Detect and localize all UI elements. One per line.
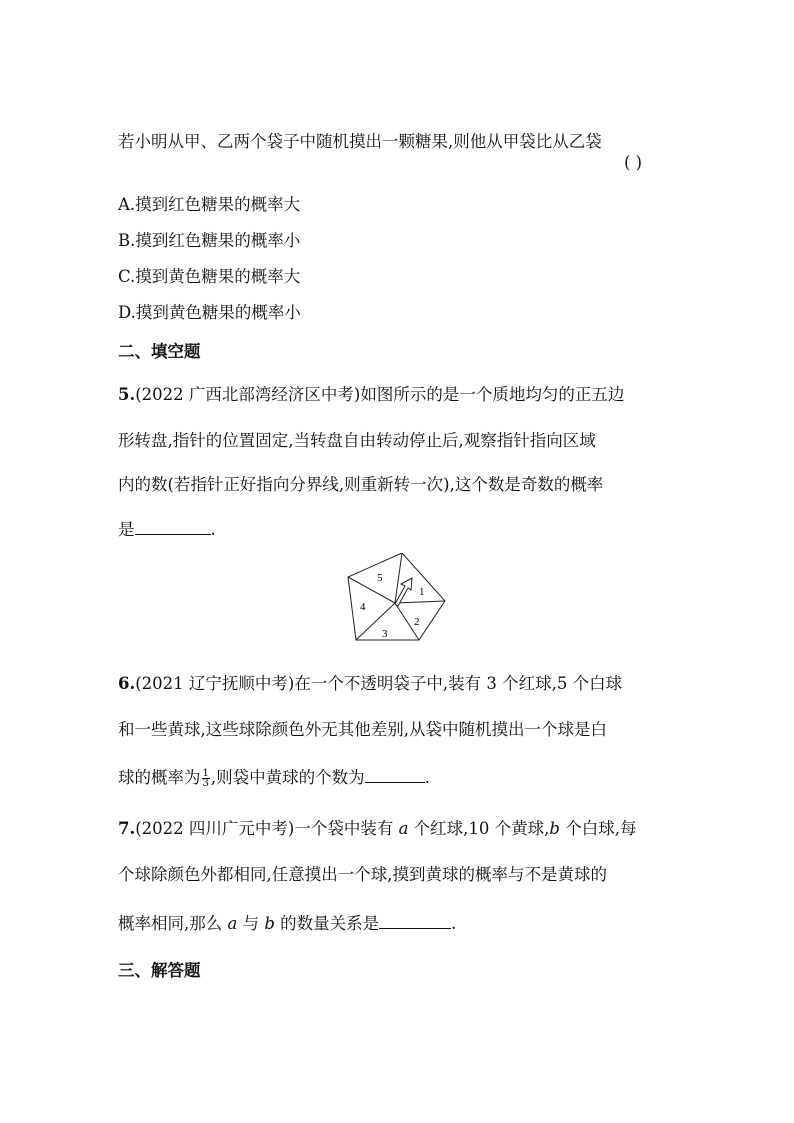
spinner-label-3: 3	[382, 628, 388, 640]
q7-text-3b: 与	[237, 914, 265, 933]
section-heading-fill-in: 二、填空题	[118, 342, 201, 361]
q6-line-2: 和一些黄球,这些球除颜色外无其他差别,从袋中随机摸出一个球是白	[118, 720, 607, 739]
spinner-pentagon-outline	[348, 553, 445, 640]
q6-text-1: (2021 辽宁抚顺中考)在一个不透明袋子中,装有 3 个红球,5 个白球	[135, 674, 623, 693]
q4-option-c[interactable]: C.摸到黄色糖果的概率大	[118, 267, 301, 286]
q7-text-1c: 个白球,每	[559, 819, 637, 838]
q4-option-d[interactable]: D.摸到黄色糖果的概率小	[118, 303, 301, 322]
q7-var-b: b	[549, 819, 560, 838]
q4-option-b[interactable]: B.摸到红色糖果的概率小	[118, 231, 301, 250]
q6-text-3c: .	[424, 768, 430, 787]
q7-line-2: 个球除颜色外都相同,任意摸出一个球,摸到黄球的概率与不是黄球的	[118, 865, 607, 884]
q7-text-3c: 的数量关系是	[274, 914, 380, 933]
q6-fraction-one-third	[202, 769, 210, 788]
spinner-label-1: 1	[419, 586, 425, 598]
fraction-denominator: 3	[202, 778, 209, 789]
q6-text-3a: 球的概率为	[118, 768, 201, 787]
q5-answer-blank[interactable]	[135, 520, 211, 535]
q5-last-prefix: 是	[118, 520, 135, 539]
fraction-numerator: 1	[202, 768, 209, 779]
pentagon-spinner-figure	[344, 553, 446, 647]
spinner-divider	[395, 601, 445, 603]
q6-line-3	[118, 767, 430, 789]
spinner-label-4: 4	[360, 601, 366, 613]
q7-answer-blank[interactable]	[379, 914, 451, 929]
q7-var-a: a	[398, 819, 409, 838]
q7-text-1b: 个红球,10 个黄球,	[408, 819, 550, 838]
q7-var-b-ref: b	[264, 914, 275, 933]
q6-line-1	[118, 673, 622, 695]
q5-line-1	[118, 384, 624, 406]
spinner-divider	[348, 577, 395, 603]
q5-text-1: (2022 广西北部湾经济区中考)如图所示的是一个质地均匀的正五边	[135, 385, 625, 404]
q6-text-3b: ,则袋中黄球的个数为	[210, 768, 365, 787]
spinner-label-5: 5	[377, 572, 383, 584]
q6-number: 6.	[118, 674, 136, 693]
q5-line-3: 内的数(若指针正好指向分界线,则重新转一次),这个数是奇数的概率	[118, 475, 604, 494]
q6-answer-blank[interactable]	[365, 768, 425, 783]
q7-var-a-ref: a	[227, 914, 238, 933]
section-heading-answer: 三、解答题	[118, 961, 201, 980]
q5-line-4	[118, 519, 216, 541]
q7-line-3	[118, 913, 456, 935]
q5-line-2: 形转盘,指针的位置固定,当转盘自由转动停止后,观察指针指向区域	[118, 431, 596, 450]
q5-number: 5.	[118, 385, 136, 404]
q7-text-3d: .	[451, 914, 457, 933]
q4-answer-paren: ( )	[624, 153, 643, 172]
spinner-label-2: 2	[414, 616, 420, 628]
q5-last-suffix: .	[210, 520, 216, 539]
q7-text-1a: (2022 四川广元中考)一个袋中装有	[135, 819, 399, 838]
q7-number: 7.	[118, 819, 136, 838]
q4-stem-line: 若小明从甲、乙两个袋子中随机摸出一颗糖果,则他从甲袋比从乙袋	[118, 132, 602, 151]
q7-text-3a: 概率相同,那么	[118, 914, 228, 933]
q7-line-1	[118, 818, 636, 840]
q4-option-a[interactable]: A.摸到红色糖果的概率大	[118, 195, 301, 214]
